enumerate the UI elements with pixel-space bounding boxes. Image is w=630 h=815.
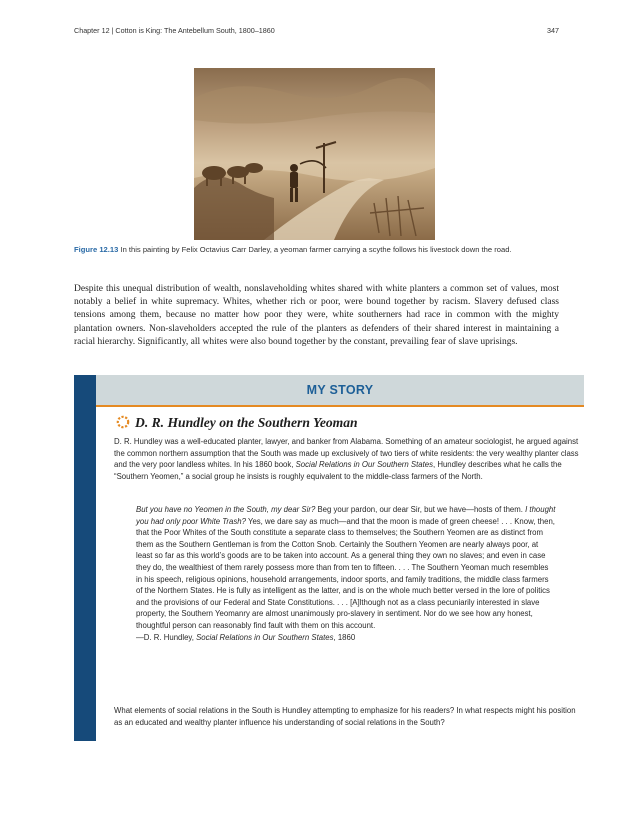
figure-caption-text: In this painting by Felix Octavius Carr Darley, a yeoman farmer carrying a scythe follows his livestock down the road. — [120, 245, 512, 254]
running-header — [74, 26, 559, 35]
chapter-title: Chapter 12 | Cotton is King: The Antebellum South, 1800–1860 — [74, 26, 275, 35]
intro-text-2: , Hundley describes what he calls the “Southern Yeomen,” a social group he insists is roughly equivalent to the middle-class farmers of the North. — [114, 460, 562, 481]
figure-caption — [74, 244, 559, 255]
yeoman-farmer-painting — [194, 68, 435, 240]
quote-part-c: I thought you had only poor White Trash? — [136, 505, 556, 526]
my-story-question: What elements of social relations in the South is Hundley attempting to emphasize for his readers? In what respects might his position as an educated and wealthy planter influence his understanding of social relations in the South? — [114, 706, 576, 727]
my-story-title — [116, 413, 576, 433]
feature-badge-icon — [116, 415, 130, 429]
source-book-title: Social Relations in Our Southern States — [196, 632, 334, 642]
source-prefix: —D. R. Hundley, — [136, 632, 197, 642]
quote-part-a: But you have no Yeomen in the South, my dear Sir? — [136, 505, 316, 514]
page-number: 347 — [547, 26, 559, 35]
my-story-heading: MY STORY — [96, 375, 584, 407]
quote-part-d: Yes, we dare say as much—and that the moon is made of green cheese! . . . Know, then, that the Poor Whites of the South constitute a separate class to themselves; the Southern Yeomen are as distinct from them as the Southern Gentleman is from the Cotton Snob. Certainly the Southern Yeomen are nearly always poor, at least so far as this world’s goods are to be taken into account. As a general thing they own no slaves; and even in case they do, the wealthiest of them rarely possess more than from ten to fifteen. . . . The Southern Yeoman much resembles in his speech, religious opinions, household arrangements, indoor sports, and family traditions, the middle class farmers of the Northern States. He is fully as intelligent as the latter, and is on the whole much better versed in the lore of politics and the provisions of our Federal and State Constitutions. . . . [A]lthough not as a class pecuniarily interested in slave property, the Southern Yeomanry are almost unanimously pro-slavery in sentiment. Nor do we see how any honest, thoughtful person can reasonably find fault with them on this account. — [136, 516, 555, 630]
intro-text-1: D. R. Hundley was a well-educated planter, lawyer, and banker from Alabama. Something of an amateur sociologist, he argued against the common northern assumption that the South was made up exclusively of two tiers of white residents: the very wealthy planter class and the very poor landless whites. In his 1860 book, — [114, 437, 579, 470]
source-year: , 1860 — [333, 632, 356, 642]
my-story-title-text: D. R. Hundley on the Southern Yeoman — [135, 415, 358, 430]
my-story-intro — [114, 436, 580, 482]
figure-label: Figure 12.13 — [74, 245, 119, 254]
my-story-quote — [136, 504, 556, 643]
body-paragraph: Despite this unequal distribution of wealth, nonslaveholding whites shared with white planters a common set of values, most notably a belief in white supremacy. Whites, whether rich or poor, were bound together by racism. Slavery defused class tensions among them, because no matter how poor they were, white southerners had race in common with the mighty plantation owners. Non-slaveholders accepted the rule of the planters as defenders of their shared interest in maintaining a racial hierarchy. Significantly, all whites were also bound together by the constant, prevailing fear of slave uprisings. — [74, 284, 559, 347]
quote-source — [136, 632, 556, 644]
quote-part-b: Beg your pardon, our dear Sir, but we have—hosts of them. — [315, 505, 526, 514]
intro-book-title: Social Relations in Our Southern States — [295, 460, 433, 470]
my-story-feature — [74, 375, 584, 741]
my-story-side-bar — [74, 375, 96, 741]
